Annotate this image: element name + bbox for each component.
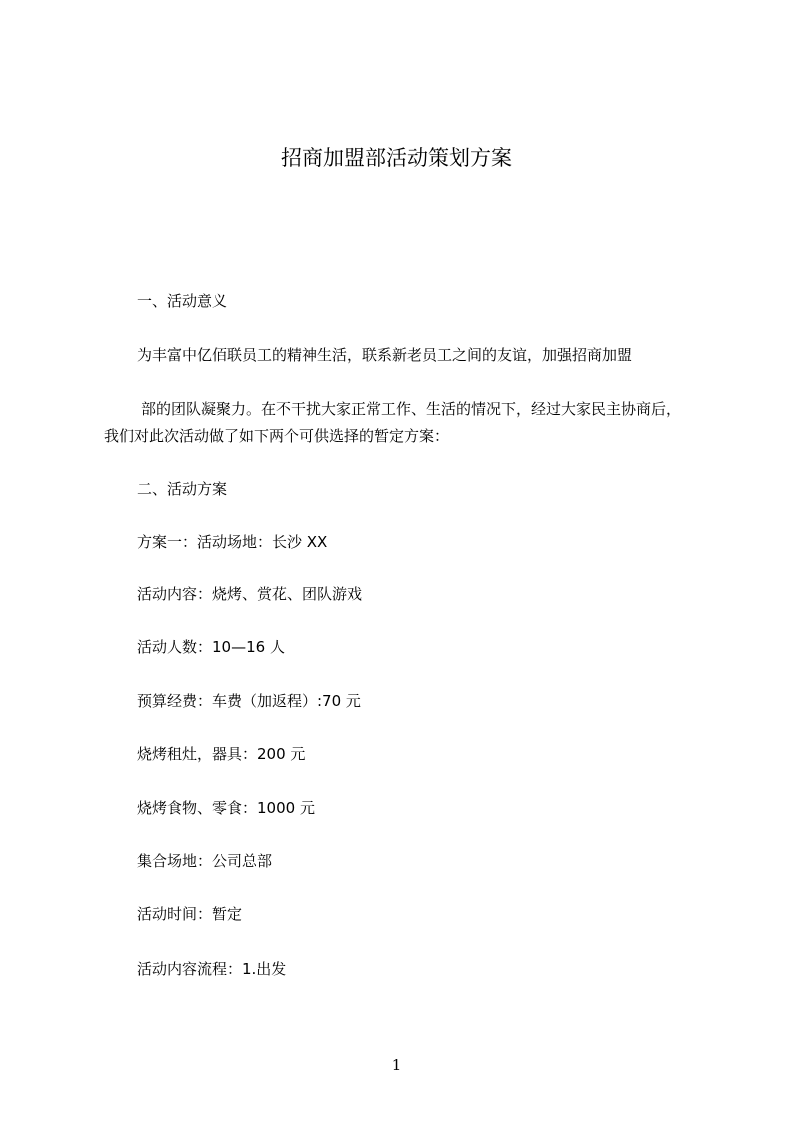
activity-process: 活动内容流程：1.出发 — [137, 960, 287, 978]
meeting-point: 集合场地：公司总部 — [137, 852, 273, 870]
budget-food-snacks: 烧烤食物、零食：1000 元 — [137, 799, 315, 817]
section-heading-significance: 一、活动意义 — [137, 292, 228, 310]
activity-time: 活动时间：暂定 — [137, 905, 243, 923]
budget-transport: 预算经费：车费（加返程）:70 元 — [137, 692, 361, 710]
section-heading-plans: 二、活动方案 — [137, 480, 228, 498]
document-title: 招商加盟部活动策划方案 — [281, 146, 512, 170]
plan-one-venue: 方案一：活动场地：长沙 XX — [137, 533, 328, 551]
paragraph-line: 为丰富中亿佰联员工的精神生活，联系新老员工之间的友谊，加强招商加盟 — [137, 346, 633, 364]
activity-content: 活动内容：烧烤、赏花、团队游戏 — [137, 585, 363, 603]
budget-grill-rental: 烧烤租灶，器具：200 元 — [137, 745, 306, 763]
paragraph-line: 我们对此次活动做了如下两个可供选择的暂定方案： — [104, 427, 450, 445]
activity-headcount: 活动人数：10—16 人 — [137, 638, 285, 656]
paragraph-line: 部的团队凝聚力。在不干扰大家正常工作、生活的情况下，经过大家民主协商后， — [141, 400, 682, 418]
page-number: 1 — [391, 1056, 402, 1074]
